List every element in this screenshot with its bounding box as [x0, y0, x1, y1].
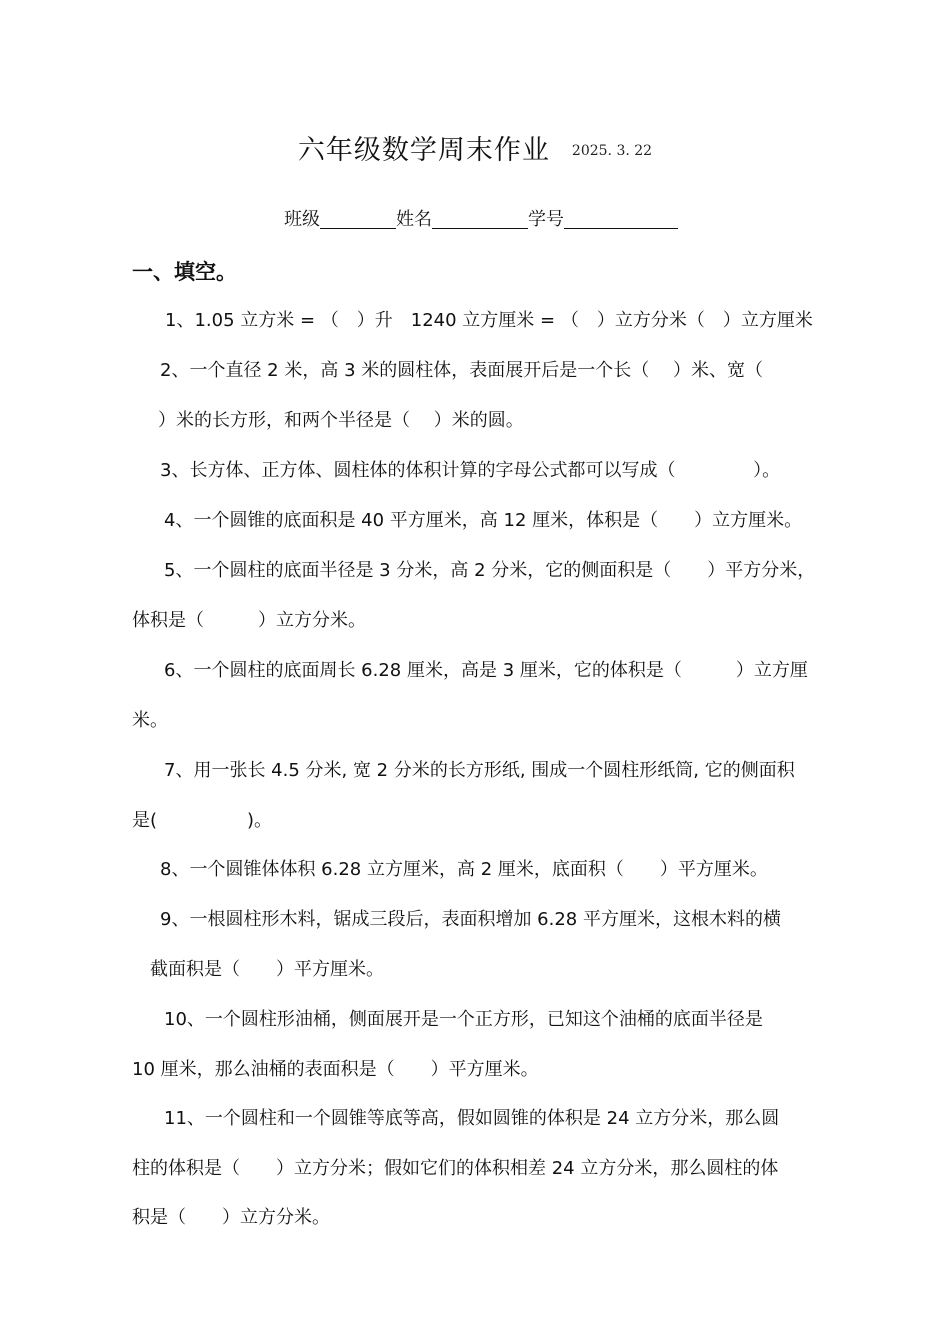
question-line: 1、1.05 立方米 = （ ）升 1240 立方厘米 = （ ）立方分米（ ）立方厘米	[165, 310, 813, 331]
class-label: 班级	[284, 209, 320, 230]
student-number-blank[interactable]	[564, 208, 678, 229]
question-line: 体积是（ ）立方分米。	[132, 610, 366, 631]
question-line: 是( )。	[132, 810, 273, 831]
question-line: 柱的体积是（ ）立方分米；假如它们的体积相差 24 立方分米，那么圆柱的体	[132, 1158, 779, 1179]
student-number-label: 学号	[528, 209, 564, 230]
question-line: 8、一个圆锥体体积 6.28 立方厘米，高 2 厘米，底面积（ ）平方厘米。	[160, 859, 768, 880]
section-title: 一、填空。	[132, 260, 237, 284]
student-info-row	[284, 205, 678, 231]
question-line: 7、用一张长 4.5 分米, 宽 2 分米的长方形纸, 围成一个圆柱形纸筒, 它的侧面积	[164, 760, 795, 781]
question-line: 积是（ ）立方分米。	[132, 1207, 330, 1228]
class-blank[interactable]	[320, 208, 396, 229]
question-line: 10、一个圆柱形油桶，侧面展开是一个正方形，已知这个油桶的底面半径是	[164, 1009, 763, 1030]
question-line: ）米的长方形，和两个半径是（ ）米的圆。	[158, 410, 524, 431]
title-row	[0, 128, 950, 167]
question-line: 4、一个圆锥的底面积是 40 平方厘米，高 12 厘米，体积是（ ）立方厘米。	[164, 510, 803, 531]
question-line: 3、长方体、正方体、圆柱体的体积计算的字母公式都可以写成（ ）。	[160, 460, 781, 481]
question-line: 米。	[132, 710, 168, 731]
question-line: 9、一根圆柱形木料，锯成三段后，表面积增加 6.28 平方厘米，这根木料的横	[160, 909, 781, 930]
question-line: 2、一个直径 2 米，高 3 米的圆柱体，表面展开后是一个长（ ）米、宽（	[160, 360, 763, 381]
worksheet-date: 2025. 3. 22	[571, 143, 653, 159]
question-line: 6、一个圆柱的底面周长 6.28 厘米，高是 3 厘米，它的体积是（ ）立方厘	[164, 660, 808, 681]
worksheet-title: 六年级数学周末作业	[297, 135, 550, 166]
question-line: 11、一个圆柱和一个圆锥等底等高，假如圆锥的体积是 24 立方分米，那么圆	[164, 1108, 780, 1129]
question-line: 10 厘米，那么油桶的表面积是（ ）平方厘米。	[132, 1059, 539, 1080]
question-line: 截面积是（ ）平方厘米。	[150, 959, 384, 980]
name-label: 姓名	[396, 209, 432, 230]
name-blank[interactable]	[432, 208, 528, 229]
question-line: 5、一个圆柱的底面半径是 3 分米，高 2 分米，它的侧面积是（ ）平方分米，	[164, 560, 816, 581]
